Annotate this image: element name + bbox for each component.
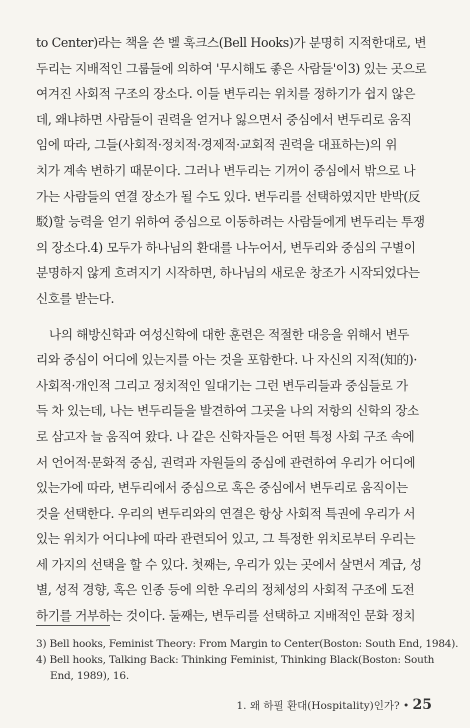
text-line: 의 장소다.4) 모두가 하나님의 환대를 나누어서, 변두리와 중심의 구별이: [36, 239, 416, 255]
paragraph-1: [36, 30, 436, 312]
main-text: [36, 30, 436, 629]
text-line: 치가 계속 변하기 때문이다. 그러나 변두리는 기꺼이 중심에서 밖으로 나: [36, 162, 416, 178]
text-line: 서 언어적·문화적 중심, 권력과 자원들의 중심에 관련하여 우리가 어디에: [36, 454, 416, 470]
text-line: 여겨진 사회적 구조의 장소다. 이들 변두리는 위치를 정하기가 쉽지 않은: [36, 86, 416, 102]
text-line: 있는가에 따라, 변두리에서 중심으로 혹은 중심에서 변두리로 움직이는: [36, 480, 408, 496]
text-line: 데, 왜냐하면 사람들이 권력을 얻거나 잃으면서 중심에서 변두리로 움직: [36, 111, 412, 127]
text-line: 하기를 거부하는 것이다. 둘째는, 변두리를 선택하고 지배적인 문화 정치: [36, 608, 416, 624]
text-line: 리와 중심이 어디에 있는지를 아는 것을 포함한다. 나 자신의 지적(知的)·: [36, 352, 418, 368]
paragraph-2: [36, 322, 436, 629]
text-line: 임에 따라, 그들(사회적·정치적·경제적·교회적 권력을 대표하는)의 위: [36, 137, 398, 153]
text-line: 신호를 받는다.: [36, 290, 115, 306]
text-line: 나의 해방신학과 여성신학에 대한 훈련은 적절한 대응을 위해서 변두: [49, 326, 410, 342]
text-line: 분명하지 않게 흐려지기 시작하면, 하나님의 새로운 창조가 시작되었다는: [36, 265, 420, 281]
text-line: 것을 선택한다. 우리의 변두리와의 연결은 항상 사회적 특권에 우리가 서: [36, 505, 416, 521]
footnote: 4) Bell hooks, Talking Back: Thinking Feminist, Thinking Black(Boston: South: [36, 654, 435, 666]
running-chapter-title: 1. 왜 하필 환대(Hospitality)인가? •: [236, 700, 410, 712]
footnote: 3) Bell hooks, Feminist Theory: From Margin to Center(Boston: South End, 1984).: [36, 638, 459, 650]
text-line: 가는 사람들의 연결 장소가 될 수도 있다. 변두리를 선택하였지만 반박(反: [36, 188, 421, 204]
page-number: 25: [412, 697, 432, 713]
text-line: 별, 성적 경향, 혹은 인종 등에 의한 우리의 정체성의 사회적 구조에 도전: [36, 582, 415, 598]
text-line: 있는 위치가 어디냐에 따라 관련되어 있고, 그 특정한 위치로부터 우리는: [36, 531, 416, 547]
text-line: 駁)할 능력을 얻기 위하여 중심으로 이동하려는 사람들에게 변두리는 투쟁: [36, 214, 425, 230]
page-footer: [236, 697, 432, 713]
text-line: 로 삼고자 늘 움직여 왔다. 나 같은 신학자들은 어떤 특정 사회 구조 속에: [36, 428, 415, 444]
footnote-continuation: End, 1989), 16.: [50, 670, 130, 682]
text-line: 사회적·개인적 그리고 정치적인 일대기는 그런 변두리들과 중심들로 가: [36, 377, 408, 393]
text-line: to Center)라는 책을 쓴 벨 훅크스(Bell Hooks)가 분명히 지적한대로, 변: [36, 35, 427, 50]
text-line: 두리는 지배적인 그룹들에 의하여 '무시해도 좋은 사람들'이3) 있는 곳으로: [36, 60, 427, 76]
footnote-divider: [36, 625, 110, 626]
text-line: 득 차 있는데, 나는 변두리들을 발견하여 그곳을 나의 저항의 신학의 장소: [36, 403, 419, 419]
footnotes: [36, 636, 459, 684]
text-line: 세 가지의 선택을 할 수 있다. 첫째는, 우리가 있는 곳에서 살면서 계급, 성: [36, 556, 422, 572]
